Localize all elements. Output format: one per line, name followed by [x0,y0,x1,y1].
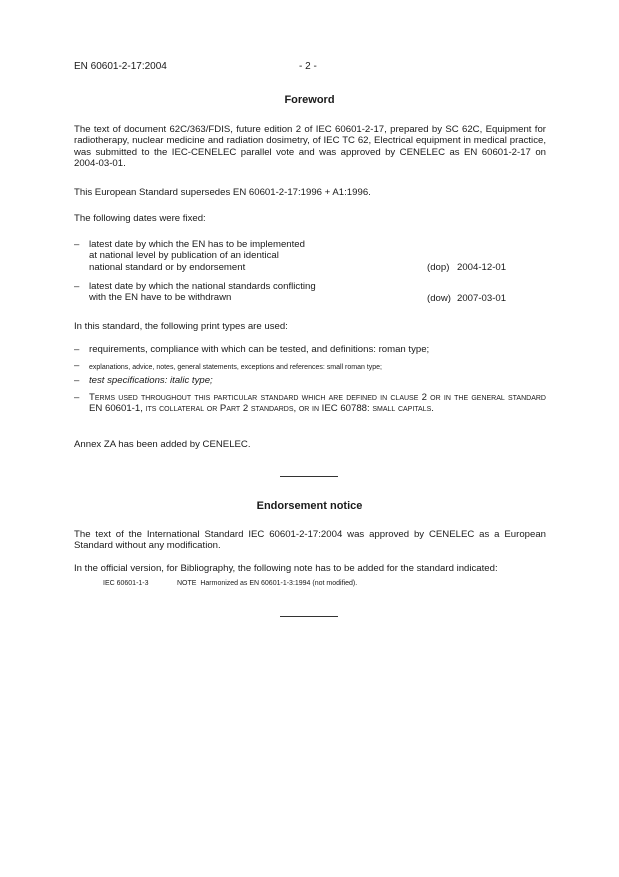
page-number: - 2 - [299,61,317,72]
list-dash: – [74,344,80,355]
print-type-italic: test specifications: italic type; [89,375,213,386]
list-dash: – [74,360,80,371]
endorsement-paragraph-2: In the official version, for Bibliography, the following note has to be added for the standard indicated: [74,563,498,574]
note-text: NOTE Harmonized as EN 60601-1-3:1994 (not modified). [177,580,358,587]
date-item-line: latest date by which the national standards conflicting [89,281,316,292]
endorsement-heading: Endorsement notice [256,500,363,512]
date-code-dow: (dow) [427,293,451,304]
document-id: EN 60601-2-17:2004 [74,61,167,72]
foreword-paragraph-3: The following dates were fixed: [74,213,206,224]
print-type-small-roman: explanations, advice, notes, general statements, exceptions and references: small roman type; [89,364,382,371]
foreword-paragraph-2: This European Standard supersedes EN 60601-2-17:1996 + A1:1996. [74,187,371,198]
date-item-dop [89,239,305,273]
date-item-line: with the EN have to be withdrawn [89,292,232,304]
foreword-heading: Foreword [284,94,335,106]
list-dash: – [74,281,80,292]
date-code-dop: (dop) [427,262,450,273]
section-divider [280,476,338,477]
print-type-roman: requirements, compliance with which can be tested, and definitions: roman type; [89,344,430,355]
foreword-paragraph-1: The text of document 62C/363/FDIS, future edition 2 of IEC 60601-2-17, prepared by SC 62C, Equipment for radiotherapy, nuclear medicine and radiation dosimetry, of IEC TC 62, Electrical equipment in medical practice, was submitted to the IEC-CENELEC parallel vote and was approved by CENELEC as EN 60601-2-17 on 2004-03-01. [74,124,546,170]
list-dash: – [74,392,80,403]
print-type-small-capitals: Terms used throughout this particular standard which are defined in clause 2 or in the general standard EN 60601-1, its collateral or Part 2 standards, or in IEC 60788: small capitals. [89,392,546,415]
list-dash: – [74,375,80,386]
foreword-paragraph-4: In this standard, the following print types are used: [74,321,288,332]
annex-note: Annex ZA has been added by CENELEC. [74,439,251,450]
note-standard-ref: IEC 60601-1-3 [103,580,149,587]
date-item-line: at national level by publication of an identical [89,250,279,262]
list-dash: – [74,239,80,250]
section-divider [280,616,338,617]
date-item-dow [89,281,316,304]
date-value-dop: 2004-12-01 [457,262,507,273]
date-value-dow: 2007-03-01 [457,293,507,304]
date-item-line: national standard or by endorsement [89,261,246,273]
endorsement-paragraph-1: The text of the International Standard IEC 60601-2-17:2004 was approved by CENELEC as a European Standard without any modification. [74,529,546,552]
date-item-line: latest date by which the EN has to be implemented [89,239,305,250]
